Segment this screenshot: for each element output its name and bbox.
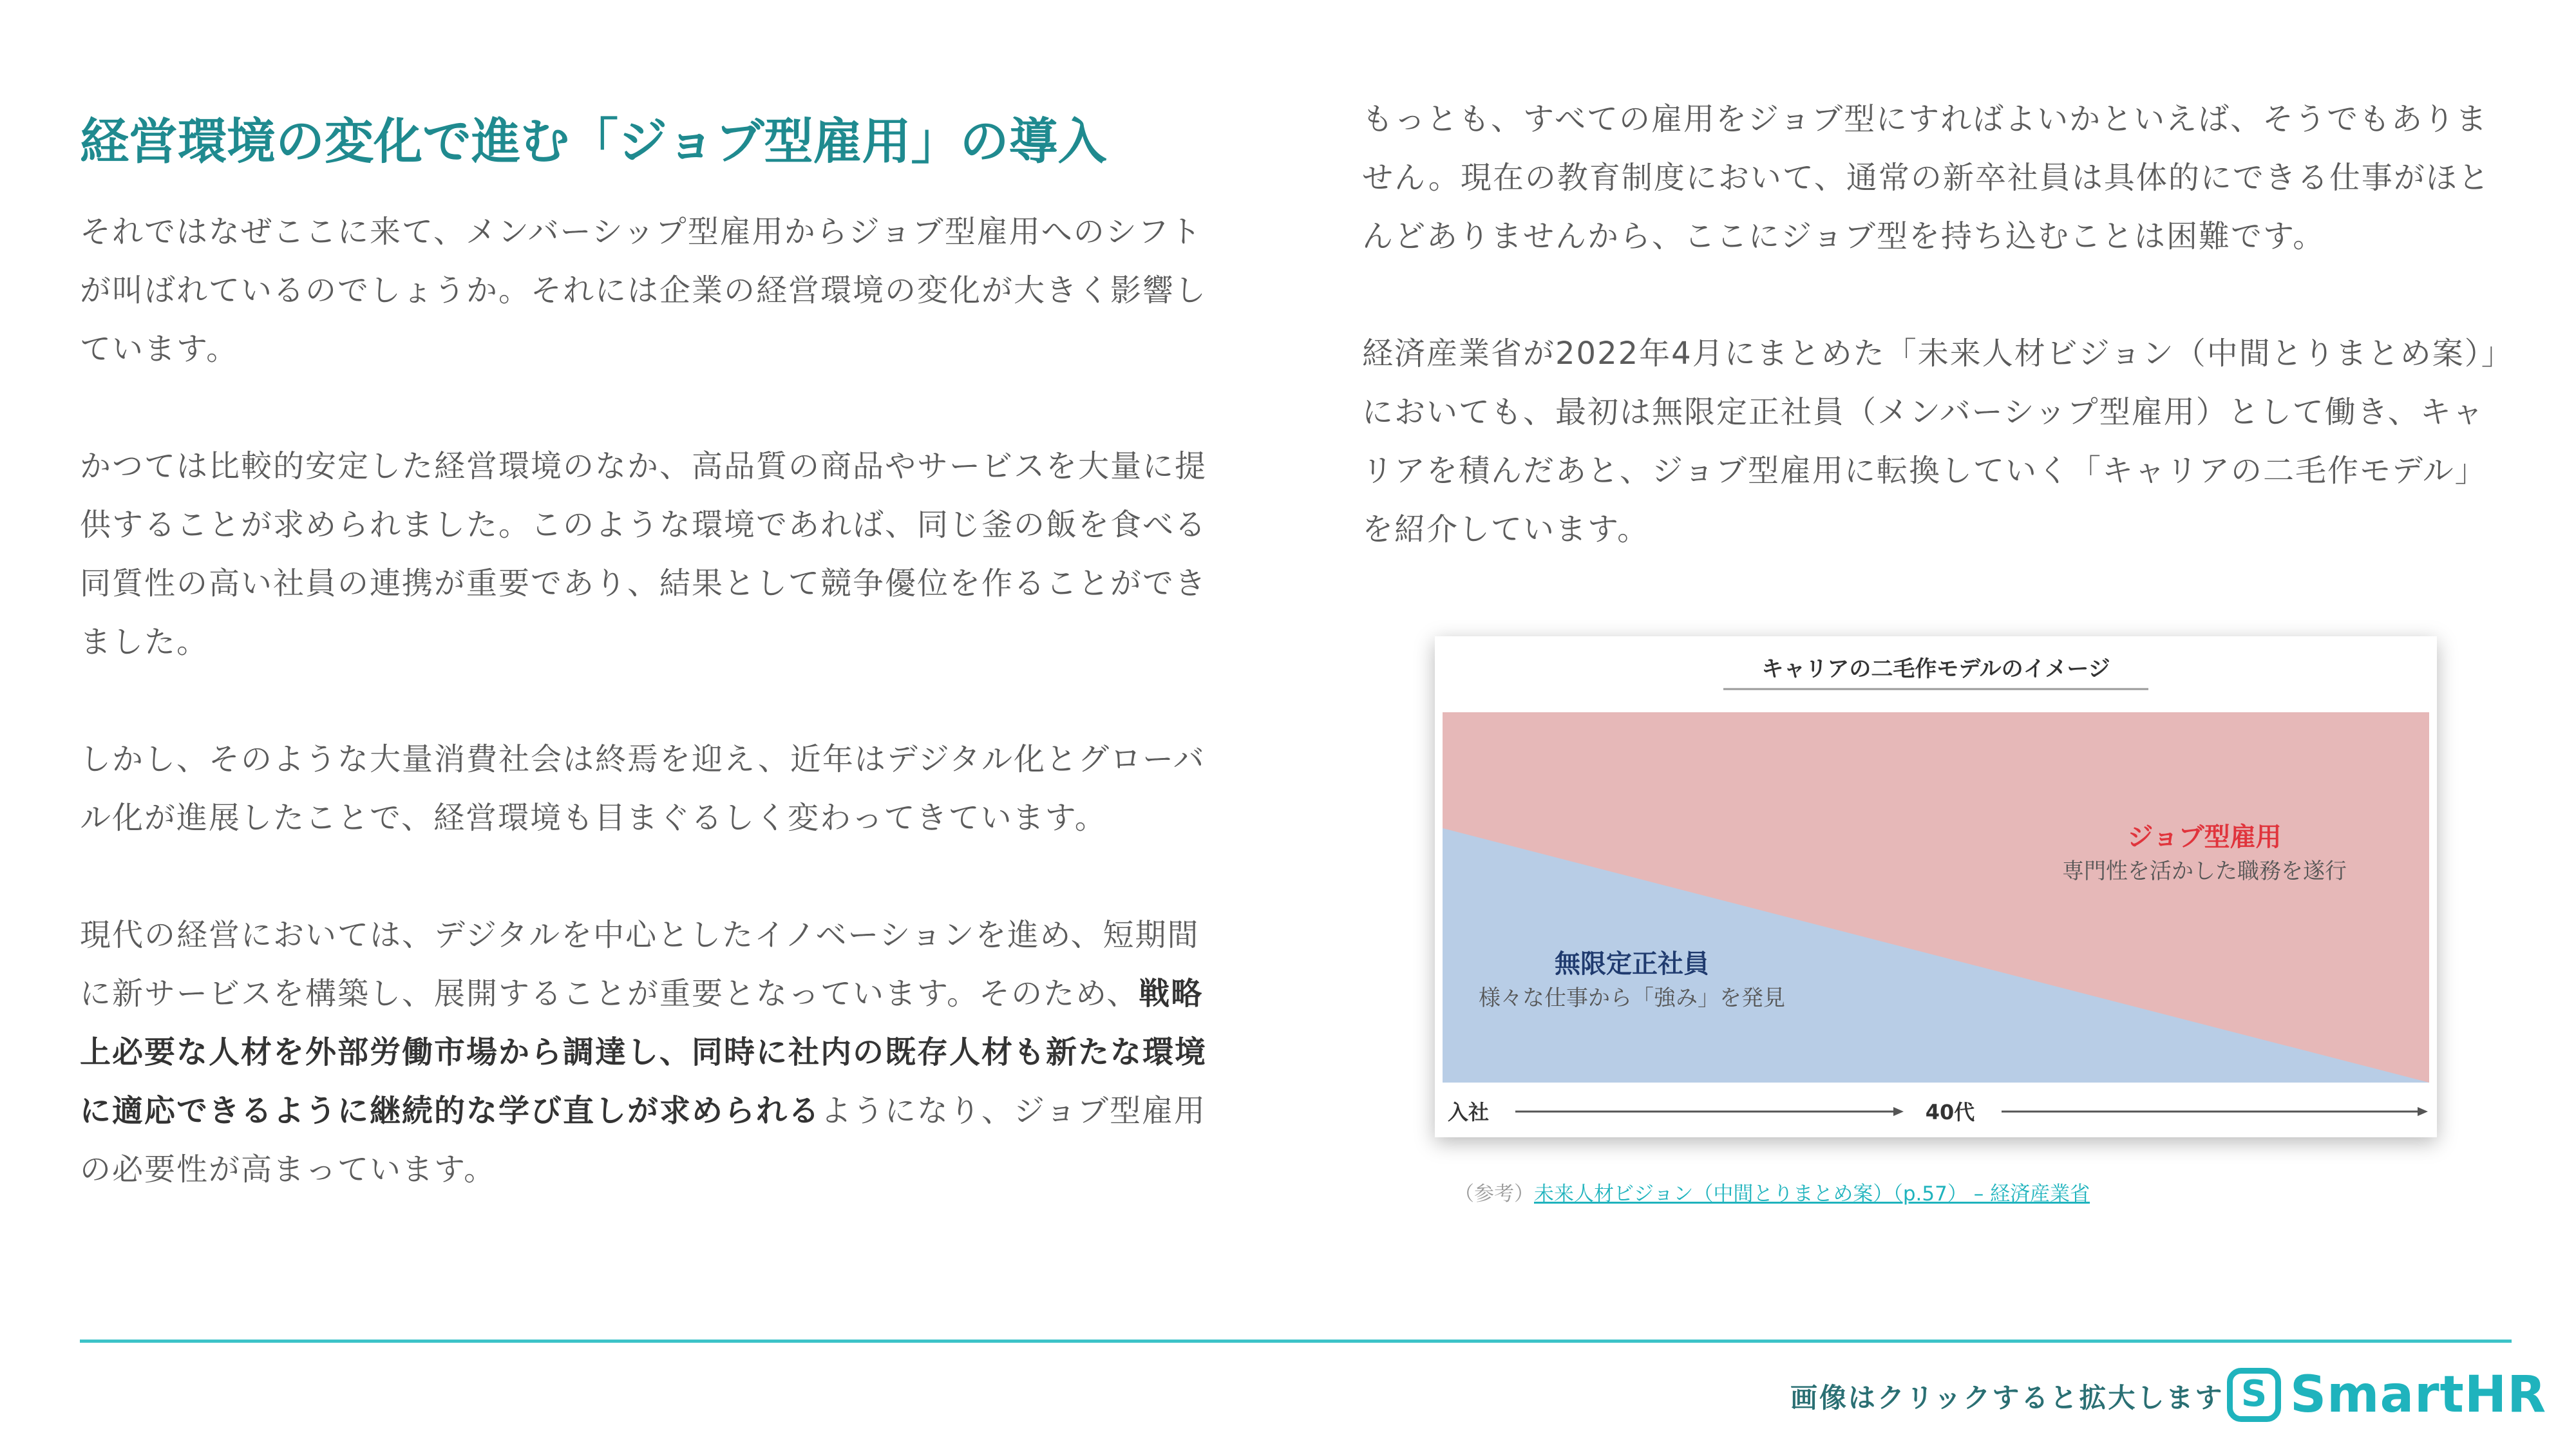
- smarthr-logo-icon: S: [2227, 1368, 2281, 1422]
- left-column: [80, 203, 1213, 1199]
- figure-caption: [1454, 1177, 2090, 1206]
- unlimited-employee-label: 無限定正社員: [1555, 949, 1709, 979]
- caption-prefix: （参考）: [1454, 1182, 1534, 1206]
- axis-label-start: 入社: [1448, 1100, 1490, 1124]
- right-column: [1362, 90, 2502, 559]
- footer-divider: [80, 1340, 2512, 1343]
- figure-title: キャリアの二毛作モデルのイメージ: [1761, 656, 2110, 682]
- paragraph: もっとも、すべての雇用をジョブ型にすればよいかといえば、そうでもありません。現在の教育制度において、通常の新卒社員は具体的にできる仕事がほとんどありませんから、ここにジョブ型を持ち込むことは困難です。: [1362, 101, 2490, 254]
- paragraph-text: 現代の経営においては、デジタルを中心としたイノベーションを進め、短期間に新サービスを構築し、展開することが重要となっています。そのため、: [80, 917, 1200, 1012]
- axis-arrow-head: [2418, 1107, 2428, 1116]
- job-type-label: ジョブ型雇用: [2127, 822, 2282, 852]
- axis-arrow-head: [1893, 1107, 1904, 1116]
- job-type-description: 専門性を活かした職務を遂行: [2062, 858, 2347, 884]
- career-model-diagram: [1435, 636, 2437, 1137]
- axis-label-40s: 40代: [1925, 1100, 1975, 1124]
- smarthr-logo-text: SmartHR: [2290, 1366, 2547, 1424]
- paragraph: しかし、そのような大量消費社会は終焉を迎え、近年はデジタル化とグローバル化が進展したことで、経営環境も目まぐるしく変わってきています。: [80, 741, 1206, 836]
- paragraph: それではなぜここに来て、メンバーシップ型雇用からジョブ型雇用へのシフトが叫ばれているのでしょうか。それには企業の経営環境の変化が大きく影響しています。: [80, 214, 1208, 367]
- paragraph: かつては比較的安定した経営環境のなか、高品質の商品やサービスを大量に提供することが求められました。このような環境であれば、同じ釜の飯を食べる同質性の高い社員の連携が重要であり、結果として競争優位を作ることができました。: [80, 448, 1208, 660]
- click-to-enlarge-note: 画像はクリックすると拡大します: [1790, 1382, 2224, 1414]
- article-heading: 経営環境の変化で進む「ジョブ型雇用」の導入: [80, 113, 1107, 170]
- paragraph: 経済産業省が2022年4月にまとめた「未来人材ビジョン（中間とりまとめ案）」においても、最初は無限定正社員（メンバーシップ型雇用）として働き、キャリアを積んだあと、ジョブ型雇用に転換していく「キャリアの二毛作モデル」を紹介しています。: [1362, 336, 2498, 547]
- reference-link[interactable]: 未来人材ビジョン（中間とりまとめ案）（p.57） – 経済産業省: [1534, 1182, 2090, 1206]
- unlimited-employee-description: 様々な仕事から「強み」を発見: [1479, 985, 1785, 1011]
- career-model-figure[interactable]: [1435, 636, 2437, 1137]
- paragraph: [80, 906, 1213, 1199]
- paragraph-bold-text: 戦略上必要な人材を外部労働市場から調達し、同時に社内の既存人材も新たな環境に適応できるように継続的な学び直しが求められる: [80, 976, 1208, 1129]
- paragraph-text: ようになり、ジョブ型雇用の必要性が高まっています。: [80, 1093, 1207, 1188]
